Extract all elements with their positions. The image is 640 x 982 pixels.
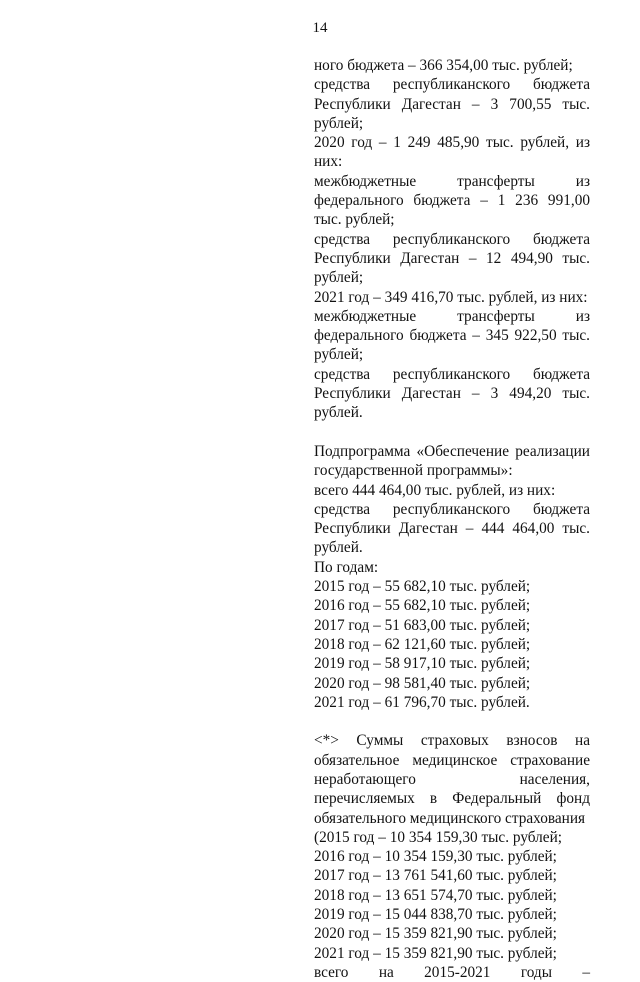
year-line: 2019 год – 58 917,10 тыс. рублей;: [314, 655, 531, 673]
total-word: 2015-2021: [424, 963, 491, 981]
footnote-year-line: 2016 год – 10 354 159,30 тыс. рублей;: [314, 848, 557, 866]
funding-line: 2020 год – 1 249 485,90 тыс. рублей, из них:: [314, 134, 590, 171]
funding-line: межбюджетные трансферты из федерального бюджета – 345 922,50 тыс. рублей;: [314, 307, 590, 364]
footnote-year-line: (2015 год – 10 354 159,30 тыс. рублей;: [314, 828, 563, 846]
paragraph-gap: [314, 423, 590, 442]
footnote-year-line: 2019 год – 15 044 838,70 тыс. рублей;: [314, 906, 557, 924]
page-number: 14: [312, 20, 328, 36]
year-line: 2015 год – 55 682,10 тыс. рублей;: [314, 578, 531, 596]
year-line: 2021 год – 61 796,70 тыс. рублей.: [314, 693, 530, 711]
subprogram-source: средства республиканского бюджета Республики Дагестан – 444 464,00 тыс. рублей.: [314, 500, 590, 557]
funding-line: межбюджетные трансферты из федерального бюджета – 1 236 991,00 тыс. рублей;: [314, 172, 590, 229]
footnote-year-line: 2017 год – 13 761 541,60 тыс. рублей;: [314, 867, 557, 885]
footnote-year-line: 2018 год – 13 651 574,70 тыс. рублей;: [314, 886, 557, 904]
text-column: [314, 56, 590, 982]
year-line: 2018 год – 62 121,60 тыс. рублей;: [314, 635, 531, 653]
funding-line: средства республиканского бюджета Республики Дагестан – 3 494,20 тыс. рублей.: [314, 365, 590, 422]
total-word: –: [582, 963, 590, 981]
by-years-label: По годам:: [314, 558, 379, 576]
paragraph-gap: [314, 712, 590, 731]
funding-line: 2021 год – 349 416,70 тыс. рублей, из них:: [314, 288, 588, 306]
total-word: на: [378, 963, 394, 981]
subprogram-total: всего 444 464,00 тыс. рублей, из них:: [314, 481, 556, 499]
footnote-year-line: 2021 год – 15 359 821,90 тыс. рублей;: [314, 944, 557, 962]
total-line: [314, 963, 590, 982]
year-line: 2016 год – 55 682,10 тыс. рублей;: [314, 597, 531, 615]
year-line: 2017 год – 51 683,00 тыс. рублей;: [314, 616, 531, 634]
year-line: 2020 год – 98 581,40 тыс. рублей;: [314, 674, 531, 692]
funding-line: средства республиканского бюджета Республики Дагестан – 3 700,55 тыс. рублей;: [314, 76, 590, 132]
subprogram-title: Подпрограмма «Обеспечение реализации государственной программы»:: [314, 442, 590, 480]
footnote-year-line: 2020 год – 15 359 821,90 тыс. рублей;: [314, 925, 557, 943]
total-word: годы: [520, 963, 552, 981]
funding-line: средства республиканского бюджета Республики Дагестан – 12 494,90 тыс. рублей;: [314, 230, 590, 287]
footnote-text: <*> Суммы страховых взносов на обязательное медицинское страхование неработающего населения, перечисляемых в Федеральный фонд обязательного медицинского страхования: [314, 732, 590, 827]
funding-line: ного бюджета – 366 354,00 тыс. рублей;: [314, 57, 573, 74]
total-word: всего: [314, 963, 349, 981]
